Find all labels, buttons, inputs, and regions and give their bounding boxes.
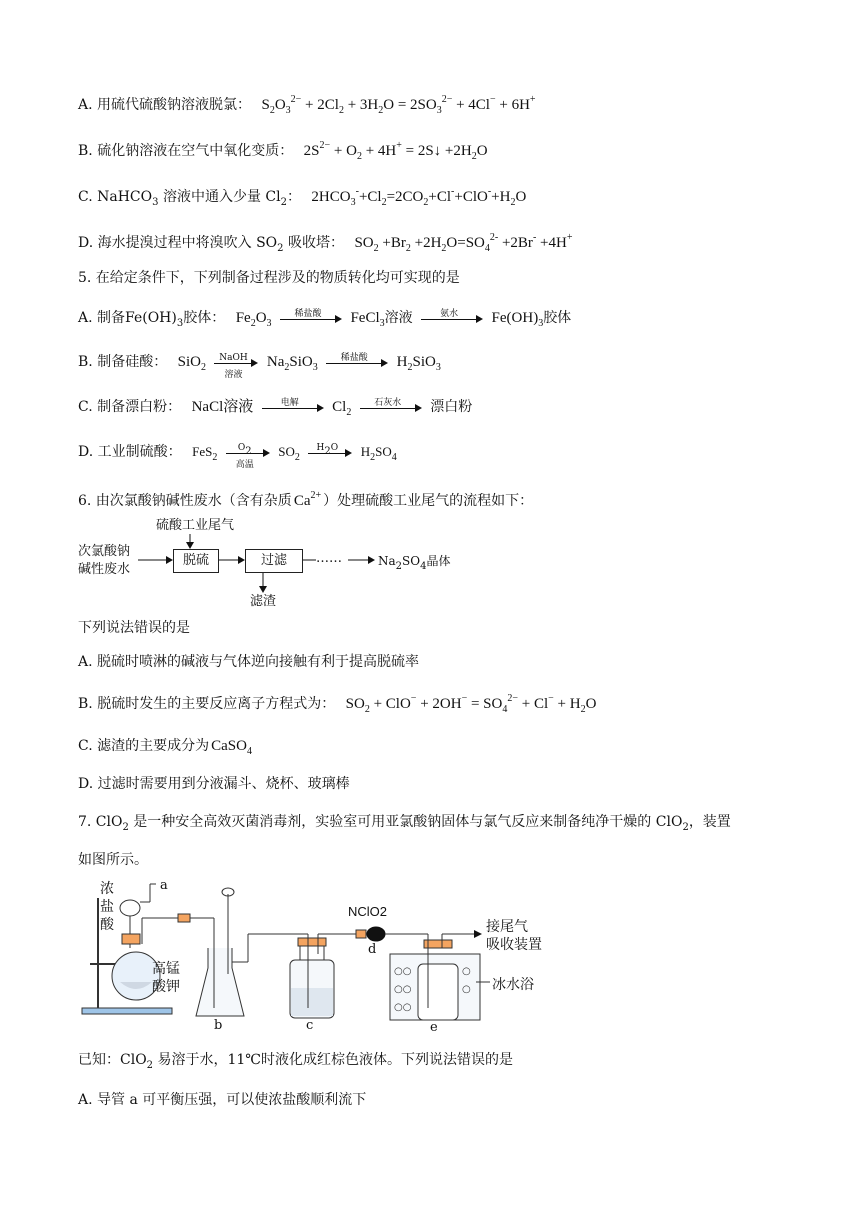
q5-option-d: D. 工业制硫酸： FeS$_2$ O2 高温 $SO_2$ H2O $H_2SO_4$ xyxy=(78,443,397,470)
q6-prompt: 下列说法错误的是 xyxy=(78,620,190,636)
svg-text:○: ○ xyxy=(462,966,471,977)
equation: $2S^{2-} + O_2 + 4H^+$ = 2S↓ $+2H_2O$ xyxy=(303,140,488,162)
apparatus-drawing xyxy=(78,878,578,1036)
q4-option-c: C. NaHCO$_3$ 溶液中通入少量 $Cl_2$： $2HCO_3^-+Cl_2=2CO_2+Cl^-+ClO^-+H_2O$ xyxy=(78,186,527,208)
q7-stem-line2: 如图所示。 xyxy=(78,852,148,868)
equation: $SO_2 +Br_2 +2H_2O=SO_4^{2-} +2Br^- +4H^+$ xyxy=(354,232,573,254)
reaction-arrow: 石灰水 xyxy=(360,397,422,417)
q6-option-c: C. 滤渣的主要成分为 CaSO$_4$ xyxy=(78,738,252,757)
reaction-arrow: 稀盐酸 xyxy=(326,352,388,372)
reaction-arrow: 电解 xyxy=(262,397,324,417)
q7-option-a: A. 导管 a 可平衡压强，可以使浓盐酸顺利流下 xyxy=(78,1092,367,1108)
equation: $S_2O_3^{2-} + 2Cl_2 + 3H_2O = 2SO_3^{2-} + 4Cl^- + 6H^+$ xyxy=(261,94,536,116)
q6-option-b: B. 脱硫时发生的主要反应离子方程式为： $SO_2 + ClO^- + 2OH^- = SO_4^{2-} + Cl^- + H_2O$ xyxy=(78,693,597,715)
q5-stem: 5. 在给定条件下，下列制备过程涉及的物质转化均可实现的是 xyxy=(78,270,460,286)
filter-box: 过滤 xyxy=(245,549,303,573)
q5-option-a: A. 制备$Fe(OH)_3$胶体： $Fe_2O_3$ 稀盐酸 FeCl$_3$溶液 氨水 $Fe(OH)_3$胶体 xyxy=(78,309,572,329)
svg-text:○○: ○○ xyxy=(394,1002,412,1013)
q6-option-d: D. 过滤时需要用到分液漏斗、烧杯、玻璃棒 xyxy=(78,776,350,792)
process-flow-diagram: 次氯酸钠 碱性废水 硫酸工业尾气 脱硫 过滤 …… $Na_2SO_4$晶体 滤渣 xyxy=(78,516,498,612)
svg-text:○: ○ xyxy=(462,984,471,995)
lab-apparatus-diagram: ○○ ○○ ○○ ○ ○ 浓 盐 酸 a 高锰 酸钾 b c d e NClO2 接尾气 吸收装置 冰水浴 xyxy=(78,878,578,1036)
desulfurization-box: 脱硫 xyxy=(173,549,219,573)
q5-option-c: C. 制备漂白粉： NaCl溶液 电解 $Cl_2$ 石灰水 漂白粉 xyxy=(78,398,473,418)
q5-option-b: B. 制备硅酸： SiO$_2$ NaOH 溶液 $Na_2SiO_3$ 稀盐酸 $H_2SiO_3$ xyxy=(78,353,441,380)
svg-text:○○: ○○ xyxy=(394,984,412,995)
equation: $2HCO_3^-+Cl_2=2CO_2+Cl^-+ClO^-+H_2O$ xyxy=(311,186,527,208)
reaction-arrow: 氨水 xyxy=(421,308,483,328)
reaction-arrow: O2 高温 xyxy=(226,442,270,462)
q7-known: 已知：ClO$_2$ 易溶于水，11℃时液化成红棕色液体。下列说法错误的是 xyxy=(78,1052,513,1071)
q6-option-a: A. 脱硫时喷淋的碱液与气体逆向接触有利于提高脱硫率 xyxy=(78,654,420,670)
q4-option-b: B. 硫化钠溶液在空气中氧化变质： $2S^{2-} + O_2 + 4H^+$ = 2S↓ $+2H_2O$ xyxy=(78,140,488,162)
q4-option-d: D. 海水提溴过程中将溴吹入 $SO_2$ 吸收塔： $SO_2 +Br_2 +2H_2O=SO_4^{2-} +2Br^- +4H^+$ xyxy=(78,232,573,254)
reaction-arrow: NaOH 溶液 xyxy=(214,352,258,372)
q4-option-a: A. 用硫代硫酸钠溶液脱氯： $S_2O_3^{2-} + 2Cl_2 + 3H_2O = 2SO_3^{2-} + 4Cl^- + 6H^+$ xyxy=(78,94,536,116)
product-label: $Na_2SO_4$晶体 xyxy=(378,554,451,572)
reaction-arrow: 稀盐酸 xyxy=(280,308,342,328)
svg-text:○○: ○○ xyxy=(394,966,412,977)
reaction-arrow: H2O xyxy=(308,442,352,462)
q6-stem: 6. 由次氯酸钠碱性废水（含有杂质 $Ca^{2+}$ ）处理硫酸工业尾气的流程如下： xyxy=(78,490,534,509)
q7-stem-line1: 7. ClO$_2$ 是一种安全高效灭菌消毒剂，实验室可用亚氯酸钠固体与氯气反应来制备纯净干燥的 ClO$_2$，装置 xyxy=(78,814,731,833)
